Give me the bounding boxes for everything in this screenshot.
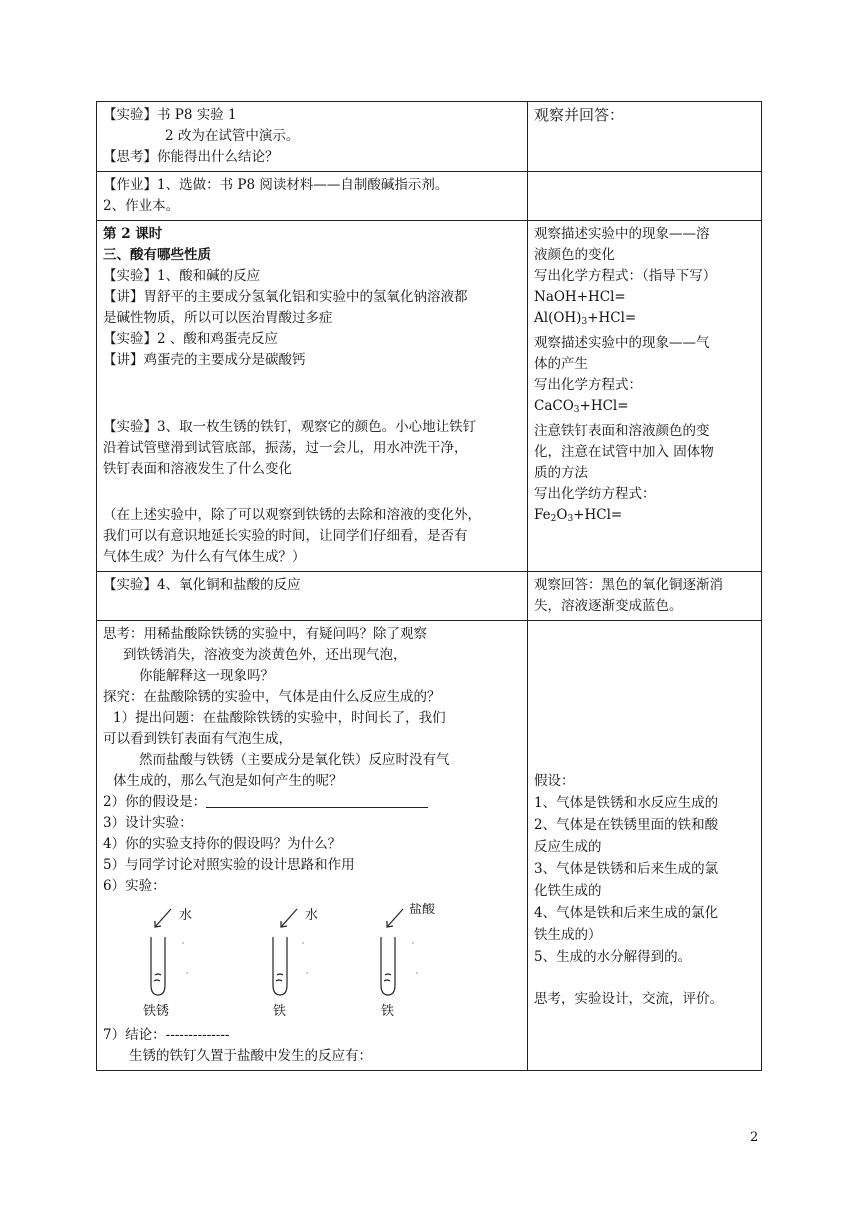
answer-blank (206, 793, 428, 808)
hypothesis-item: 3、气体是铁锈和后来生成的氯 (534, 861, 719, 877)
experiment-line: 【实验】书 P8 实验 1 (103, 107, 237, 123)
teacher-activity-cell (97, 221, 528, 572)
student-line: 写出化学方程式：（指导下写） (534, 268, 717, 284)
reagent-label: 盐酸 (409, 903, 436, 917)
table-row (97, 572, 762, 621)
test-tube-1 (151, 937, 165, 995)
teacher-activity-cell (97, 102, 528, 172)
student-activity-cell (528, 621, 762, 1071)
table-row (97, 172, 762, 221)
student-line: 观察描述实验中的现象——溶 (534, 226, 710, 242)
test-tube-3 (381, 937, 395, 995)
lecture-line: 是碱性物质，所以可以医治胃酸过多症 (103, 310, 333, 326)
teacher-activity-cell (97, 621, 528, 1071)
lecture-line: 【讲】鸡蛋壳的主要成分是碳酸钙 (103, 352, 306, 368)
equation-line: NaOH+HCl= (534, 289, 626, 305)
student-line: 观察回答：黑色的氧化铜逐渐消 (534, 577, 723, 593)
activity-summary: 思考，实验设计，交流，评价。 (534, 991, 723, 1007)
note-line: （在上述实验中，除了可以观察到铁锈的去除和溶液的变化外， (103, 507, 481, 523)
hypothesis-item: 1、气体是铁锈和水反应生成的 (534, 795, 719, 811)
inquiry-step: 4）你的实验支持你的假设吗？为什么？ (103, 836, 342, 852)
experiment-line: 【实验】1、酸和碱的反应 (103, 268, 261, 284)
student-line: 化，注意在试管中加入 固体物 (534, 444, 714, 460)
student-activity-cell (528, 172, 762, 221)
student-activity-cell (528, 102, 762, 172)
student-line: 写出化学纺方程式： (534, 486, 656, 502)
student-line: 质的方法 (534, 465, 588, 481)
tube-content-label: 铁 (381, 1004, 395, 1019)
equation-line: CaCO$_3$+HCl= (534, 398, 629, 415)
thinking-line: 你能解释这一现象吗？ (139, 668, 274, 684)
table-row (97, 102, 762, 172)
table-row (97, 621, 762, 1071)
experiment-line: 铁钉表面和溶液发生了什么变化 (103, 461, 292, 477)
test-tube-2 (273, 937, 287, 995)
note-line: 气体生成？为什么有气体生成？） (103, 549, 306, 565)
section-title: 三、酸有哪些性质 (103, 247, 211, 263)
thinking-line: 到铁锈消失，溶液变为淡黄色外，还出现气泡， (123, 647, 407, 663)
inquiry-step: 6）实验： (103, 878, 166, 894)
test-tube-diagram (103, 903, 521, 1021)
hypothesis-item: 化铁生成的 (534, 883, 602, 899)
student-line: 注意铁钉表面和溶液颜色的变 (534, 423, 710, 439)
hypothesis-heading: 假设： (534, 773, 575, 789)
hypothesis-item: 铁生成的） (534, 927, 602, 943)
hypothesis-item: 反应生成的 (534, 839, 602, 855)
inquiry-step: 然而盐酸与铁锈（主要成分是氧化铁）反应时没有气 (139, 752, 450, 768)
table-row (97, 221, 762, 572)
student-line: 观察描述实验中的现象——气 (534, 335, 710, 351)
hypothesis-item: 4、气体是铁和后来生成的氯化 (534, 905, 719, 921)
tube-content-label: 铁 (273, 1004, 287, 1019)
hypothesis-line: 2）你的假设是： (103, 792, 521, 813)
inquiry-step: 可以看到铁钉表面有气泡生成， (103, 731, 292, 747)
experiment-note-line: 2 改为在试管中演示。 (165, 128, 300, 144)
student-line: 液颜色的变化 (534, 247, 615, 263)
test-tube-illustration (103, 903, 523, 1021)
hypothesis-item: 5、生成的水分解得到的。 (534, 949, 692, 965)
student-line: 写出化学方程式： (534, 377, 642, 393)
teacher-activity-cell (97, 172, 528, 221)
inquiry-line: 探究：在盐酸除锈的实验中，气体是由什么反应生成的？ (103, 689, 441, 705)
page-number: 2 (750, 1130, 759, 1145)
homework-line: 【作业】1、选做：书 P8 阅读材料——自制酸碱指示剂。 (103, 177, 449, 193)
thinking-line: 【思考】你能得出什么结论？ (103, 149, 279, 165)
lesson-title: 第 2 课时 (103, 226, 163, 242)
inquiry-step: 5）与同学讨论对照实验的设计思路和作用 (103, 857, 355, 873)
experiment-line: 【实验】2 、酸和鸡蛋壳反应 (103, 331, 278, 347)
inquiry-step: 3）设计实验： (103, 815, 193, 831)
tube-content-label: 铁锈 (143, 1004, 170, 1019)
student-activity-cell (528, 572, 762, 621)
reagent-label: 水 (179, 908, 193, 923)
lecture-line: 【讲】胃舒平的主要成分氢氧化铝和实验中的氢氧化钠溶液都 (103, 289, 468, 305)
conclusion-line: 7）结论：-------------- (103, 1027, 230, 1043)
hypothesis-item: 2、气体是在铁锈里面的铁和酸 (534, 817, 719, 833)
equation-line: $Al(OH)_3+HCl=$ (534, 310, 637, 327)
lesson-plan-table (96, 101, 762, 1071)
note-line: 我们可以有意识地延长实验的时间，让同学们仔细看，是否有 (103, 528, 468, 544)
conclusion-line: 生锈的铁钉久置于盐酸中发生的反应有： (129, 1048, 372, 1064)
inquiry-step: 体生成的，那么气泡是如何产生的呢？ (113, 773, 343, 789)
student-activity-text: 观察并回答： (534, 106, 625, 124)
experiment-line: 【实验】3、取一枚生锈的铁钉，观察它的颜色。小心地让铁钉 (103, 419, 477, 435)
experiment-line: 【实验】4、氧化铜和盐酸的反应 (103, 577, 301, 593)
experiment-line: 沿着试管壁滑到试管底部，振荡，过一会儿，用水冲洗干净， (103, 440, 468, 456)
teacher-activity-cell (97, 572, 528, 621)
student-activity-cell (528, 221, 762, 572)
homework-line: 2、作业本。 (103, 198, 180, 214)
student-line: 体的产生 (534, 356, 588, 372)
reagent-label: 水 (305, 908, 319, 923)
equation-line: $Fe_2O_3+HCl=$ (534, 507, 623, 524)
student-line: 失，溶液逐渐变成蓝色。 (534, 598, 683, 614)
thinking-line: 思考：用稀盐酸除铁锈的实验中，有疑问吗？除了观察 (103, 626, 427, 642)
inquiry-step: 1）提出问题：在盐酸除铁锈的实验中，时间长了，我们 (113, 710, 446, 726)
